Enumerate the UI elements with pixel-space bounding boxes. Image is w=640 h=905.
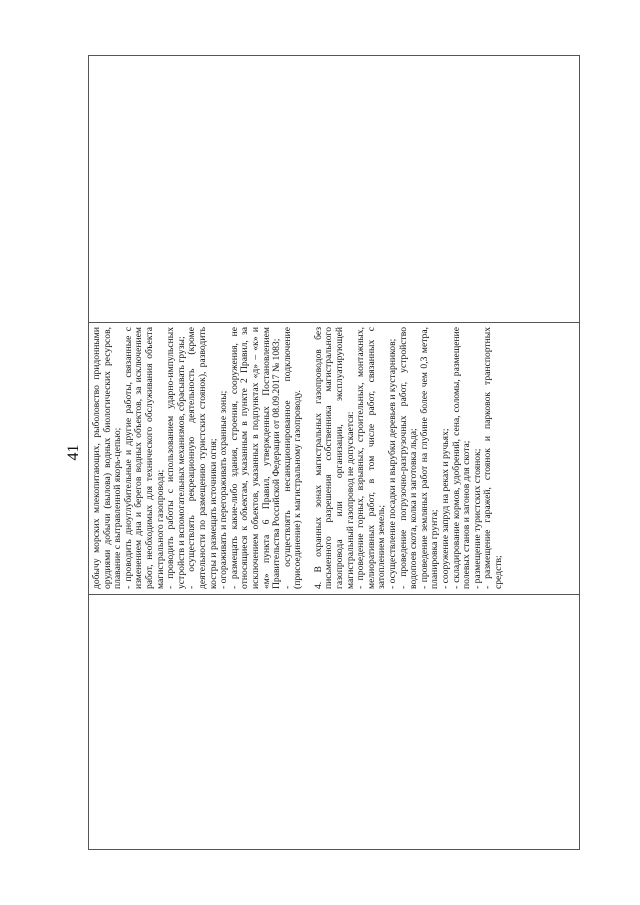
paragraph: - осуществление посадки и вырубки деревьев и кустарников; [387, 338, 399, 589]
paragraph: добычу морских млекопитающих, рыболовство придонными орудиями добычи (вылова) водных биологических ресурсов, плавание с вытравленной якорь-цепью; [91, 327, 124, 589]
page-number: 41 [65, 444, 82, 461]
section-heading: 4. В охранных зонах магистральных газопроводов без письменного разрешения собственника магистрального газопровода или организации, эксплуатирующей магистральный газопровод не допускается: [312, 327, 356, 589]
table-cell-right [89, 56, 579, 322]
paragraph: - размещение туристских стоянок; [471, 448, 483, 589]
paragraph: - проведение горных, взрывных, строительных, монтажных, мелиоративных работ, в том числе работ, связанных с затоплением земель; [355, 327, 388, 589]
paragraph: - огораживать и перегораживать охранные зоны; [218, 390, 230, 589]
paragraph: - размещение гаражей, стоянок и парковок транспортных средств; [482, 327, 504, 589]
table-cell-left [89, 594, 579, 849]
paragraph: - проводить дноуглубительные и другие работы, связанные с изменением дна и берегов водных объектов, за исключением работ, необходимых для технического обслуживания объекта магистрального газопровода; [122, 327, 166, 589]
paragraph: - проводить работы с использованием ударно-импульсных устройств и вспомогательных механизмов, сбрасывать грузы; [165, 327, 187, 589]
paragraph: - сооружение запруд на реках и ручьях; [440, 428, 451, 589]
paragraph: - осуществлять несанкционированное подключение (присоединение) к магистральному газопроводу. [281, 327, 304, 589]
paragraph: - осуществлять рекреационную деятельность (кроме деятельности по размещению туристских стоянок), разводить костры и размещать источники огня; [186, 327, 219, 589]
table-cell-middle [89, 322, 579, 594]
paragraph: - складирование кормов, удобрений, сена, соломы, размещение полевых станов и загонов для скота; [450, 327, 473, 589]
cell-text [92, 327, 505, 589]
paragraph: - проведение погрузочно-разгрузочных работ, устройство водопоев скота, колка и заготовка льда; [397, 327, 420, 589]
rotated-page [62, 55, 582, 850]
table-frame [88, 55, 580, 850]
paragraph: - проведение земляных работ на глубине более чем 0,3 метра, планировка грунта; [418, 327, 441, 589]
paragraph: - размещать какие-либо здания, строения, сооружения, не относящиеся к объектам, указанным в пункте 2 Правил, за исключением объектов, указанных в подпунктах «д» – «к» и «м» пункта 6 Правил, утвержденных Постановлением Правительства Российской Федерации от 08.09.2017 № 1083; [228, 327, 283, 589]
